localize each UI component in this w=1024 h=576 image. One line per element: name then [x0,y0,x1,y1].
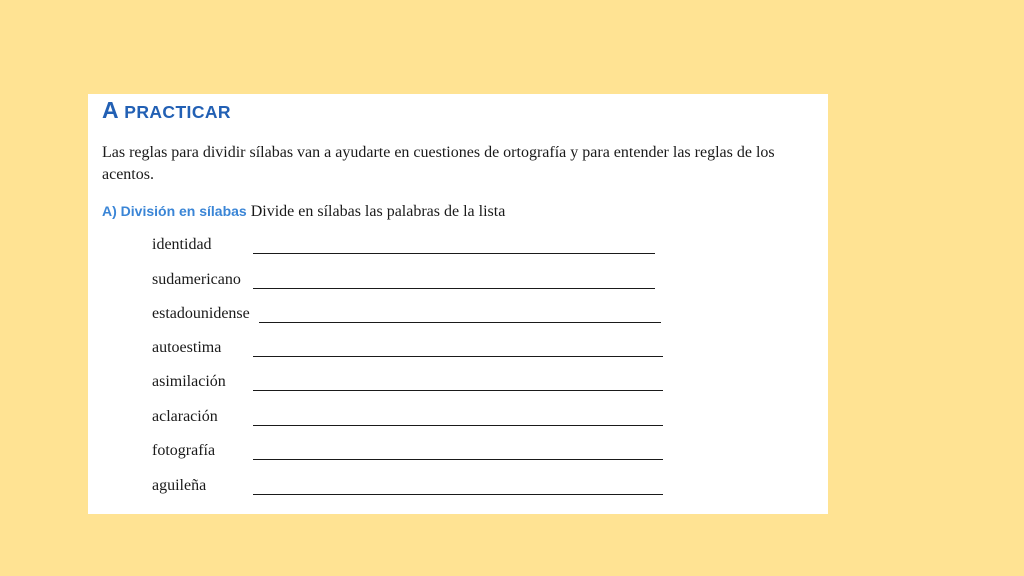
word-item: estadounidense [152,305,250,322]
worksheet-page [88,94,828,514]
answer-line [253,253,655,254]
answer-line [253,494,663,495]
exercise-instruction-line [102,200,505,223]
intro-paragraph: Las reglas para dividir sílabas van a ayudarte en cuestiones de ortografía y para entender las reglas de los acentos. [102,144,775,183]
answer-line [253,459,663,460]
exercise-label: A) División en sílabas [102,203,247,219]
word-item: fotografía [152,442,216,459]
answer-line [253,390,663,391]
word-item: autoestima [152,339,222,356]
section-heading: A PRACTICAR [102,97,231,123]
word-item: aguileña [152,477,207,494]
answer-line [253,356,663,357]
answer-line [253,288,655,289]
answer-line [253,425,663,426]
word-item: identidad [152,236,212,253]
exercise-instruction: Divide en sílabas las palabras de la lista [250,203,506,220]
word-item: asimilación [152,373,226,390]
answer-line [259,322,661,323]
word-item: sudamericano [152,271,241,288]
word-item: aclaración [152,408,218,425]
